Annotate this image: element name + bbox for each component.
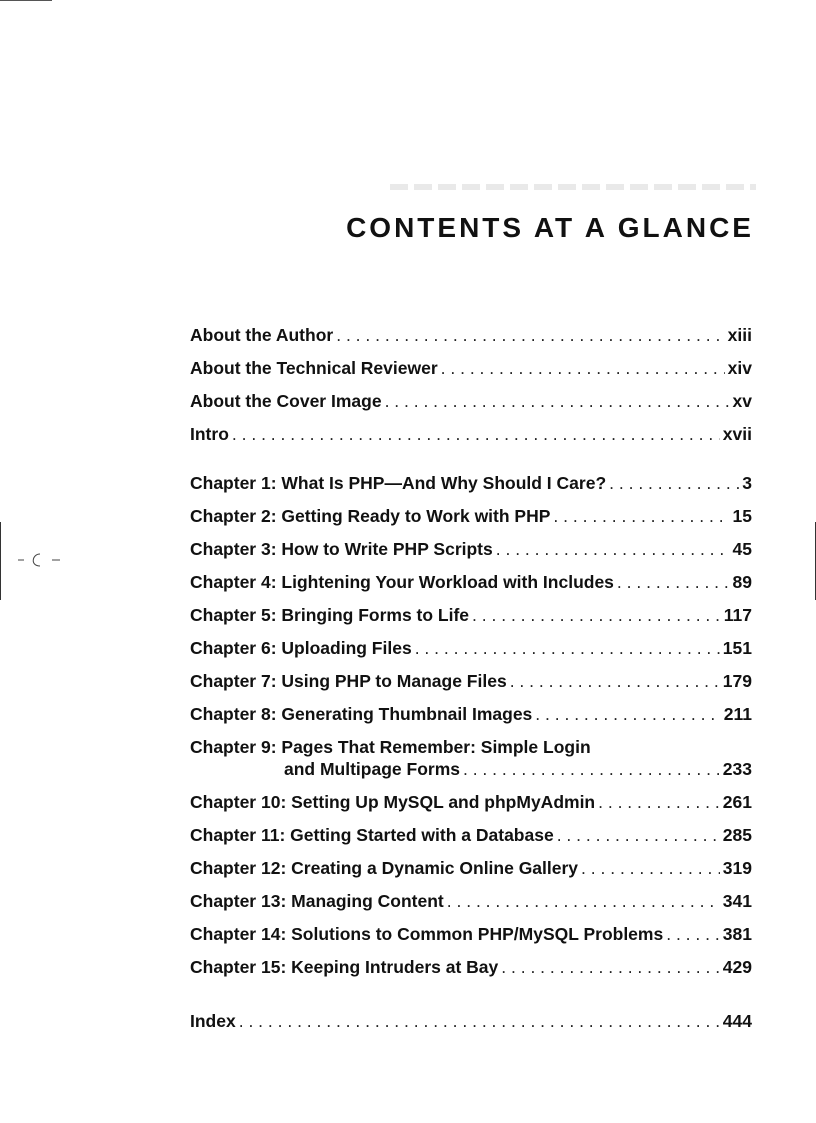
toc-entry-continuation (190, 759, 752, 792)
toc-entry-about-reviewer[interactable] (190, 358, 752, 391)
dot-leader (510, 671, 720, 692)
toc-entry-chapter-6[interactable] (190, 638, 752, 671)
toc-entry-label: Chapter 2: Getting Ready to Work with PHP (190, 506, 551, 526)
toc-entry-page: 117 (723, 605, 752, 625)
dot-leader (336, 325, 724, 346)
toc-entry-page: 233 (722, 759, 752, 779)
toc-chapters (190, 473, 752, 990)
dot-leader (581, 858, 720, 879)
dot-leader (501, 957, 720, 978)
dot-leader (598, 792, 720, 813)
toc-entry-page: 341 (722, 891, 752, 911)
toc-entry-chapter-1[interactable] (190, 473, 752, 506)
toc-entry-page: 211 (723, 704, 752, 724)
toc-entry-page: 15 (732, 506, 752, 526)
toc-entry-label: Chapter 8: Generating Thumbnail Images (190, 704, 533, 724)
toc-entry-label: Chapter 12: Creating a Dynamic Online Gallery (190, 858, 579, 878)
toc-entry-chapter-4[interactable] (190, 572, 752, 605)
toc-entry-page: 45 (732, 539, 752, 559)
toc-entry-label: Chapter 13: Managing Content (190, 891, 444, 911)
toc-entry-label: Chapter 14: Solutions to Common PHP/MySQL Problems (190, 924, 664, 944)
toc-entry-page: 179 (722, 671, 752, 691)
toc-entry-about-cover[interactable] (190, 391, 752, 424)
dot-leader (463, 759, 720, 780)
toc-entry-chapter-14[interactable] (190, 924, 752, 957)
toc-entry-label: Chapter 1: What Is PHP—And Why Should I Care? (190, 473, 607, 493)
toc-entry-page: 444 (722, 1011, 752, 1031)
dot-leader (617, 572, 730, 593)
dot-leader (496, 539, 730, 560)
toc-entry-page: xv (732, 391, 752, 411)
dot-leader (535, 704, 720, 725)
dot-leader (239, 1011, 720, 1032)
toc-entry-label: Chapter 10: Setting Up MySQL and phpMyAdmin (190, 792, 596, 812)
toc-entry-index[interactable] (190, 1011, 752, 1044)
toc-entry-chapter-13[interactable] (190, 891, 752, 924)
dot-leader (472, 605, 721, 626)
dot-leader (609, 473, 739, 494)
toc-entry-chapter-8[interactable] (190, 704, 752, 737)
dot-leader (232, 424, 720, 445)
toc-entry-page: 319 (722, 858, 752, 878)
faint-header-band (390, 184, 756, 190)
toc-entry-page: 89 (732, 572, 752, 592)
registration-mark-icon (18, 551, 60, 569)
toc-entry-chapter-2[interactable] (190, 506, 752, 539)
toc-entry-chapter-9[interactable] (190, 737, 752, 792)
dot-leader (441, 358, 725, 379)
toc-entry-label: Intro (190, 424, 229, 444)
toc-entry-chapter-15[interactable] (190, 957, 752, 990)
toc-entry-label: Chapter 3: How to Write PHP Scripts (190, 539, 493, 559)
toc-entry-label: About the Author (190, 325, 334, 345)
page-title: CONTENTS AT A GLANCE (346, 212, 754, 243)
toc-entry-chapter-12[interactable] (190, 858, 752, 891)
toc-entry-chapter-11[interactable] (190, 825, 752, 858)
toc-entry-page: 381 (722, 924, 752, 944)
toc-entry-label: Chapter 5: Bringing Forms to Life (190, 605, 470, 625)
toc-entry-page: 429 (722, 957, 752, 977)
toc-entry-label: About the Technical Reviewer (190, 358, 438, 378)
toc-front-matter (190, 325, 752, 457)
toc-entry-page: 261 (722, 792, 752, 812)
left-margin-mark (0, 522, 1, 600)
corner-rule (0, 0, 52, 1)
toc-entry-chapter-7[interactable] (190, 671, 752, 704)
dot-leader (385, 391, 730, 412)
toc-back-matter (190, 1011, 752, 1044)
toc-entry-label: Chapter 9: Pages That Remember: Simple Login (190, 737, 591, 757)
toc-entry-label: About the Cover Image (190, 391, 382, 411)
toc-entry-page: xiv (727, 358, 752, 378)
toc-entry-label: Chapter 4: Lightening Your Workload with Includes (190, 572, 614, 592)
dot-leader (557, 825, 720, 846)
toc-entry-page: 285 (722, 825, 752, 845)
toc-entry-chapter-3[interactable] (190, 539, 752, 572)
toc-entry-label: Index (190, 1011, 236, 1031)
dot-leader (447, 891, 720, 912)
toc-entry-intro[interactable] (190, 424, 752, 457)
toc-entry-chapter-10[interactable] (190, 792, 752, 825)
dot-leader (666, 924, 720, 945)
toc-entry-chapter-5[interactable] (190, 605, 752, 638)
toc-entry-label: Chapter 11: Getting Started with a Database (190, 825, 554, 845)
toc-entry-page: 3 (742, 473, 752, 493)
toc-entry-label: Chapter 7: Using PHP to Manage Files (190, 671, 507, 691)
toc-entry-label: Chapter 6: Uploading Files (190, 638, 412, 658)
toc-entry-label: Chapter 15: Keeping Intruders at Bay (190, 957, 499, 977)
toc-entry-about-author[interactable] (190, 325, 752, 358)
dot-leader (553, 506, 729, 527)
toc-entry-page: xiii (727, 325, 752, 345)
toc-entry-page: xvii (722, 424, 752, 444)
dot-leader (415, 638, 720, 659)
toc-entry-page: 151 (722, 638, 752, 658)
toc-entry-label-continued: and Multipage Forms (284, 759, 460, 779)
